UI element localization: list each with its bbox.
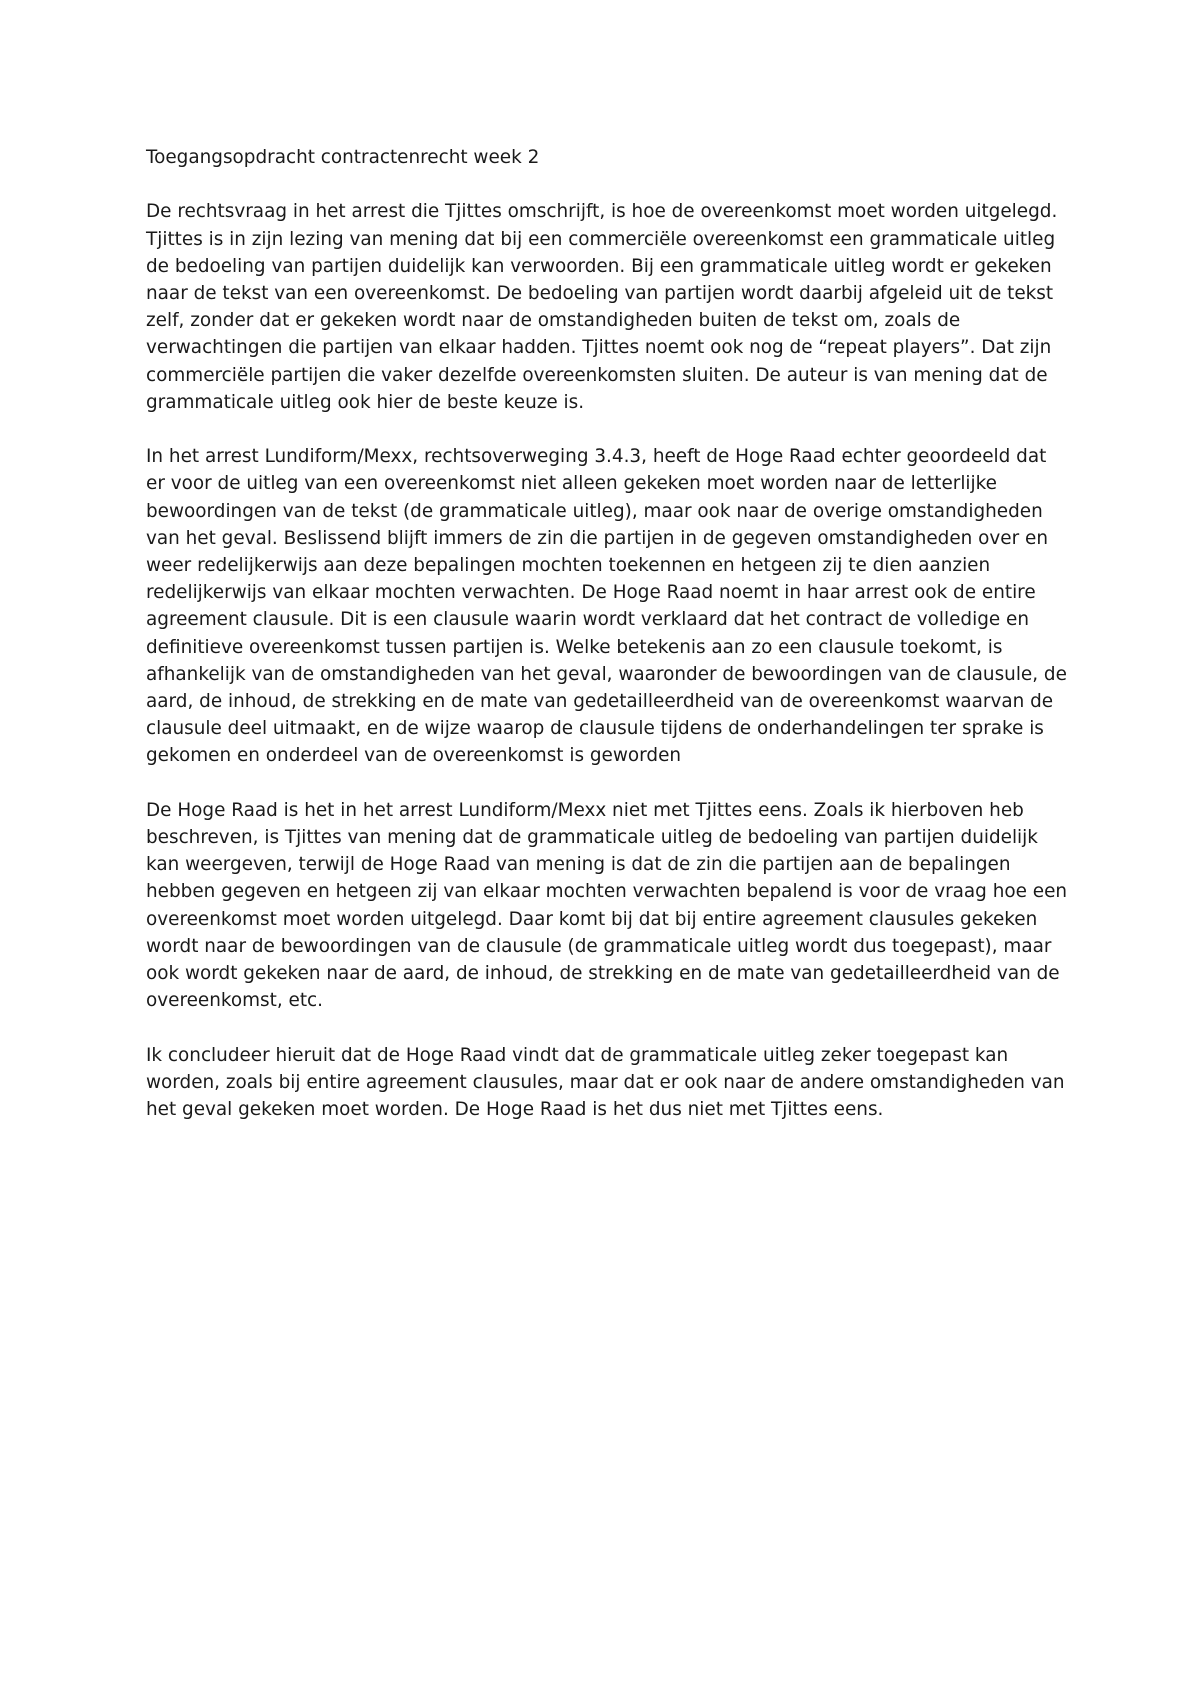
paragraph-1: De rechtsvraag in het arrest die Tjittes omschrijft, is hoe de overeenkomst moet worden uitgelegd. Tjittes is in zijn lezing van mening dat bij een commerciële overeenkomst een grammaticale uitleg de bedoeling van partijen duidelijk kan verwoorden. Bij een grammaticale uitleg wordt er gekeken naar de tekst van een overeenkomst. De bedoeling van partijen wordt daarbij afgeleid uit de tekst zelf, zonder dat er gekeken wordt naar de omstandigheden buiten de tekst om, zoals de verwachtingen die partijen van elkaar hadden. Tjittes noemt ook nog de “repeat players”. Dat zijn commerciële partijen die vaker dezelfde overeenkomsten sluiten. De auteur is van mening dat de grammaticale uitleg ook hier de beste keuze is.	[146, 201, 1058, 413]
paragraph-2: In het arrest Lundiform/Mexx, rechtsoverweging 3.4.3, heeft de Hoge Raad echter geoordeeld dat er voor de uitleg van een overeenkomst niet alleen gekeken moet worden naar de letterlijke bewoordingen van de tekst (de grammaticale uitleg), maar ook naar de overige omstandigheden van het geval. Beslissend blijft immers de zin die partijen in de gegeven omstandigheden over en weer redelijkerwijs aan deze bepalingen mochten toekennen en hetgeen zij te dien aanzien redelijkerwijs van elkaar mochten verwachten. De Hoge Raad noemt in haar arrest ook de entire agreement clausule. Dit is een clausule waarin wordt verklaard dat het contract de volledige en definitieve overeenkomst tussen partijen is. Welke betekenis aan zo een clausule toekomt, is afhankelijk van de omstandigheden van het geval, waaronder de bewoordingen van de clausule, de aard, de inhoud, de strekking en de mate van gedetailleerdheid van de overeenkomst waarvan de clausule deel uitmaakt, en de wijze waarop de clausule tijdens de onderhandelingen ter sprake is gekomen en onderdeel van de overeenkomst is geworden	[146, 446, 1067, 767]
document-title: Toegangsopdracht contractenrecht week 2	[146, 147, 540, 168]
paragraph-4: Ik concludeer hieruit dat de Hoge Raad vindt dat de grammaticale uitleg zeker toegepast kan worden, zoals bij entire agreement clausules, maar dat er ook naar de andere omstandigheden van het geval gekeken moet worden. De Hoge Raad is het dus niet met Tjittes eens.	[146, 1044, 1065, 1121]
paragraph-3: De Hoge Raad is het in het arrest Lundiform/Mexx niet met Tjittes eens. Zoals ik hierboven heb beschreven, is Tjittes van mening dat de grammaticale uitleg de bedoeling van partijen duidelijk kan weergeven, terwijl de Hoge Raad van mening is dat de zin die partijen aan de bepalingen hebben gegeven en hetgeen zij van elkaar mochten verwachten bepalend is voor de vraag hoe een overeenkomst moet worden uitgelegd. Daar komt bij dat bij entire agreement clausules gekeken wordt naar de bewoordingen van de clausule (de grammaticale uitleg wordt dus toegepast), maar ook wordt gekeken naar de aard, de inhoud, de strekking en de mate van gedetailleerdheid van de overeenkomst, etc.	[146, 799, 1068, 1012]
document-body	[146, 144, 1068, 1150]
